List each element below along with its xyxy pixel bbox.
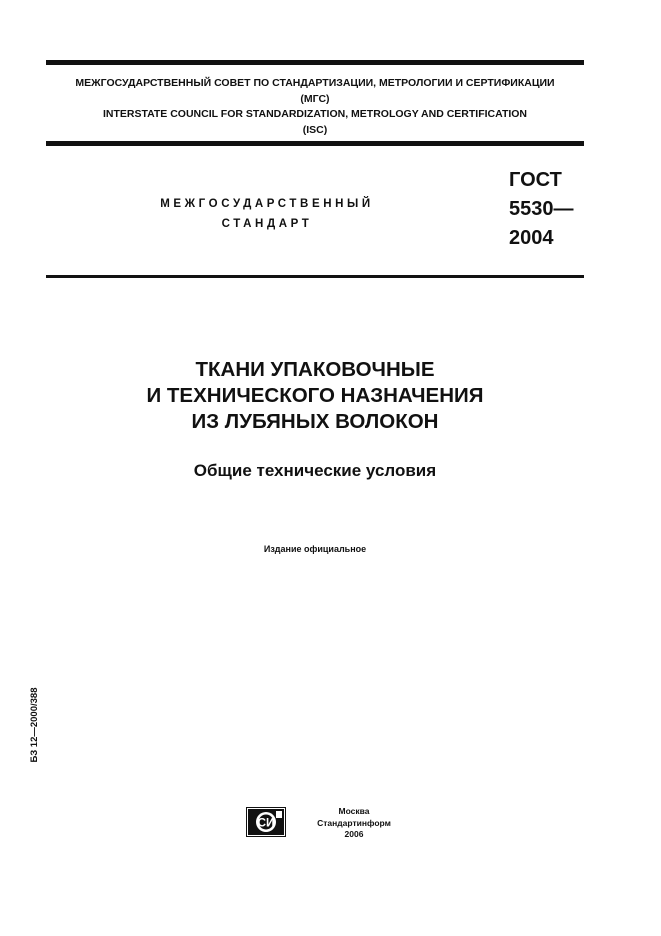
council-abbr-ru: (МГС)	[300, 92, 330, 105]
bottom-rule	[46, 275, 584, 278]
gost-prefix: ГОСТ	[509, 169, 562, 191]
document-subtitle: Общие технические условия	[193, 461, 437, 480]
svg-text:СИ: СИ	[257, 815, 275, 830]
standartinform-logo-icon	[246, 807, 286, 837]
publisher-name: Стандартинформ	[317, 817, 391, 828]
council-name-en: INTERSTATE COUNCIL FOR STANDARDIZATION, METROLOGY AND CERTIFICATION	[102, 108, 528, 120]
standard-type-line1: МЕЖГОСУДАРСТВЕННЫЙ	[160, 198, 374, 210]
publisher-city: Москва	[338, 806, 370, 816]
publisher-info	[304, 806, 404, 841]
gost-designation	[509, 166, 574, 253]
gost-number: 5530—	[509, 198, 574, 220]
gost-year: 2004	[509, 227, 554, 249]
title-line2: И ТЕХНИЧЕСКОГО НАЗНАЧЕНИЯ	[146, 384, 484, 407]
council-header	[46, 76, 584, 138]
edition-note: Издание официальное	[263, 544, 367, 554]
council-abbr-en: (ISC)	[302, 123, 328, 136]
council-name-ru: МЕЖГОСУДАРСТВЕННЫЙ СОВЕТ ПО СТАНДАРТИЗАЦИИ, МЕТРОЛОГИИ И СЕРТИФИКАЦИИ	[75, 77, 555, 89]
side-code: БЗ 12—2000/388	[29, 687, 40, 763]
standard-type-label	[130, 194, 404, 234]
publisher-year: 2006	[344, 829, 364, 839]
middle-rule	[46, 141, 584, 146]
standard-type-line2: СТАНДАРТ	[221, 218, 313, 230]
title-line1: ТКАНИ УПАКОВОЧНЫЕ	[195, 358, 435, 381]
top-rule	[46, 60, 584, 65]
document-title	[46, 357, 584, 435]
title-line3: ИЗ ЛУБЯНЫХ ВОЛОКОН	[191, 410, 439, 433]
